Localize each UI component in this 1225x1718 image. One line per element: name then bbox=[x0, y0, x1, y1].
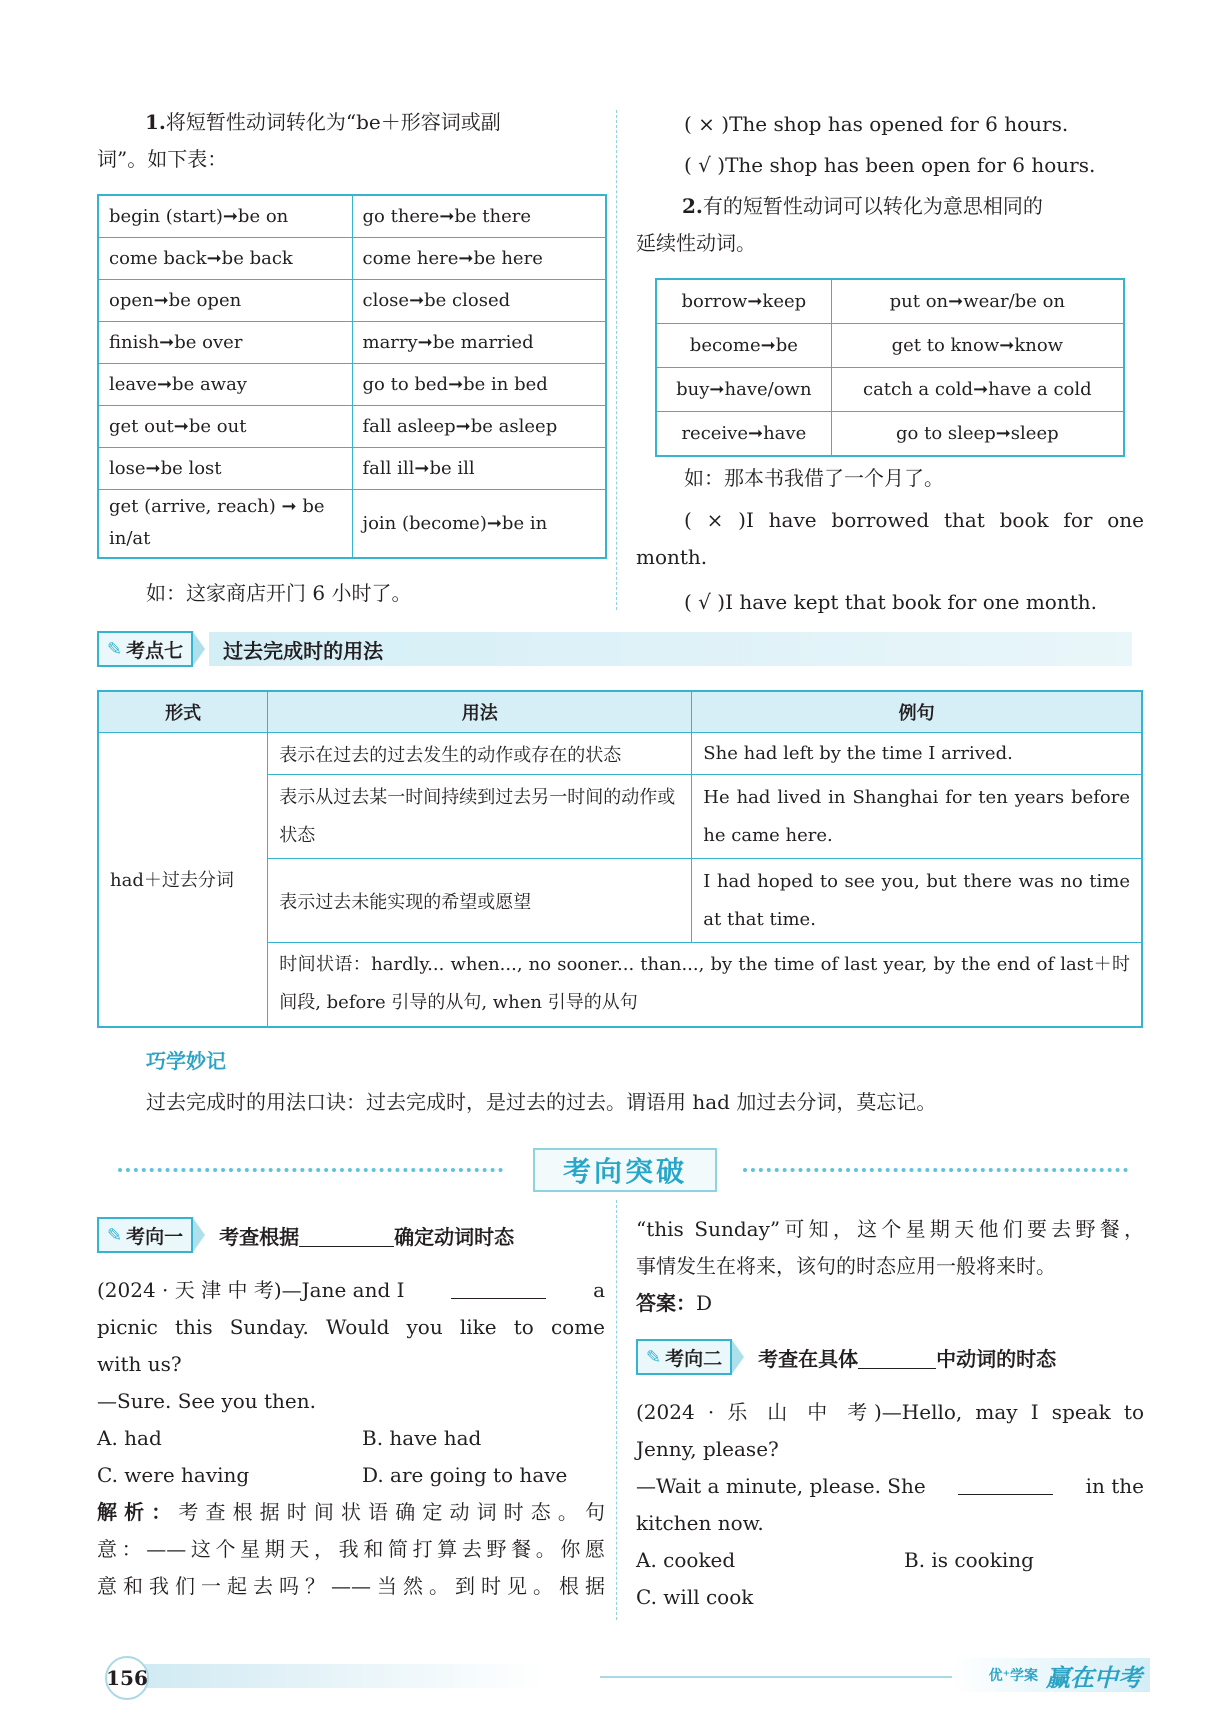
section7-tag: ✎ 考点七 bbox=[97, 631, 193, 667]
banner-dots-right bbox=[743, 1168, 1128, 1172]
banner-title: 考向突破 bbox=[562, 1155, 687, 1188]
header-usage: 用法 bbox=[268, 691, 692, 733]
column-divider-top bbox=[616, 110, 617, 610]
table-cell: get (arrive, reach) ➞ be in/at bbox=[98, 490, 352, 558]
table-cell: put on➞wear/be on bbox=[831, 279, 1124, 324]
table-cell: buy➞have/own bbox=[656, 368, 831, 412]
example-right-1: ( √ )The shop has been open for 6 hours. bbox=[684, 153, 1096, 177]
page-number: 156 bbox=[106, 1666, 148, 1690]
usage-cell: 表示过去未能实现的希望或愿望 bbox=[268, 859, 692, 943]
table-cell: begin (start)➞be on bbox=[98, 195, 352, 238]
direction1-header bbox=[97, 1217, 514, 1253]
table-row bbox=[656, 368, 1124, 412]
note-icon: ✎ bbox=[107, 638, 123, 660]
table-cell: receive➞have bbox=[656, 412, 831, 457]
direction2-question: (2024 · 乐 山 中 考)—Hello, may I speak to Jenny, please? —Wait a minute, please. She in the kitchen now. A. cooked B. is cooking C. will cook bbox=[636, 1394, 1144, 1616]
pen-icon: ✎ bbox=[646, 1346, 662, 1368]
table-row bbox=[98, 406, 606, 448]
usage-cell: 表示从过去某一时间持续到过去另一时间的动作或状态 bbox=[268, 775, 692, 859]
table-cell: close➞be closed bbox=[352, 280, 606, 322]
option-b: B. is cooking bbox=[904, 1548, 1034, 1572]
footer-swoosh bbox=[600, 1676, 1010, 1678]
table-row bbox=[98, 322, 606, 364]
footer-bar bbox=[100, 1656, 1150, 1696]
header-example: 例句 bbox=[692, 691, 1142, 733]
blank-line bbox=[858, 1346, 936, 1369]
option-c: C. were having bbox=[97, 1463, 250, 1487]
option-a: A. had bbox=[97, 1426, 162, 1450]
table-cell: get out➞be out bbox=[98, 406, 352, 448]
table-row bbox=[98, 364, 606, 406]
direction2-title-a: 考查在具体 bbox=[758, 1346, 859, 1371]
direction2-title-b: 中动词的时态 bbox=[936, 1346, 1057, 1371]
column-divider-bottom bbox=[616, 1200, 617, 1620]
answer-blank bbox=[451, 1272, 546, 1299]
table-cell: open➞be open bbox=[98, 280, 352, 322]
tag-arrow bbox=[193, 632, 205, 666]
section7-title-bar bbox=[209, 632, 1132, 666]
direction1-question: (2024 · 天 津 中 考)—Jane and I a picnic this Sunday. Would you like to come with us? —Sure. See you then. A. had B. have had C. were having D. are going to have 解析：考查根据时间状语确定动词时态。句 意：——这个星期天，我和简打算去野餐。你愿 意和我们一起去吗？——当然。到时见。根据 bbox=[97, 1272, 605, 1605]
time-adverbials-cell: 时间状语：hardly... when..., no sooner... than..., by the time of last year, by the end of last＋时间段, before 引导的从句, when 引导的从句 bbox=[268, 943, 1142, 1027]
item2-heading: 2.有的短暂性动词可以转化为意思相同的 延续性动词。 bbox=[636, 194, 1043, 255]
answer-value: D bbox=[696, 1291, 713, 1315]
table-row bbox=[656, 279, 1124, 324]
direction1-title-b: 确定动词时态 bbox=[394, 1224, 515, 1249]
option-a: A. cooked bbox=[636, 1548, 736, 1572]
table-cell: come here➞be here bbox=[352, 238, 606, 280]
example-cn-left: 如：这家商店开门 6 小时了。 bbox=[146, 581, 412, 605]
table-cell: get to know➞know bbox=[831, 324, 1124, 368]
verb-conversion-table-2 bbox=[655, 278, 1125, 457]
example-cell: He had lived in Shanghai for ten years before he came here. bbox=[692, 775, 1142, 859]
answer-label: 答案： bbox=[636, 1291, 696, 1315]
item1-heading: 1.将短暂性动词转化为“be＋形容词或副 词”。如下表： bbox=[97, 110, 501, 171]
brand-small: 优⁺学案 bbox=[988, 1668, 1038, 1684]
direction1-tag: ✎ 考向一 bbox=[97, 1217, 193, 1253]
table-cell: fall asleep➞be asleep bbox=[352, 406, 606, 448]
table-cell: borrow➞keep bbox=[656, 279, 831, 324]
section7-title: 过去完成时的用法 bbox=[223, 638, 384, 663]
banner-dots-left bbox=[118, 1168, 503, 1172]
pen-icon: ✎ bbox=[107, 1224, 123, 1246]
table-row bbox=[98, 490, 606, 558]
header-form: 形式 bbox=[98, 691, 268, 733]
option-b: B. have had bbox=[362, 1426, 482, 1450]
example-right-2: ( √ )I have kept that book for one month. bbox=[684, 590, 1098, 614]
analysis-label: 解析： bbox=[97, 1500, 179, 1524]
tag-arrow bbox=[732, 1340, 744, 1374]
table-cell: go to bed➞be in bed bbox=[352, 364, 606, 406]
table-cell: marry➞be married bbox=[352, 322, 606, 364]
breakthrough-banner bbox=[118, 1146, 1128, 1192]
table-cell: leave➞be away bbox=[98, 364, 352, 406]
example-wrong-2: ( × )I have borrowed that book for one month. bbox=[636, 508, 1144, 569]
table-row bbox=[656, 412, 1124, 457]
option-d: D. are going to have bbox=[362, 1463, 568, 1487]
table-row bbox=[98, 195, 606, 238]
tag-arrow bbox=[193, 1218, 205, 1252]
direction2-tag: ✎ 考向二 bbox=[636, 1339, 732, 1375]
banner-label-box bbox=[533, 1148, 717, 1192]
verb-conversion-table-1 bbox=[97, 194, 607, 559]
section7-header bbox=[97, 632, 1132, 666]
example-cell: I had hoped to see you, but there was no time at that time. bbox=[692, 859, 1142, 943]
mnemonic-title: 巧学妙记 bbox=[146, 1049, 226, 1073]
table-cell: catch a cold➞have a cold bbox=[831, 368, 1124, 412]
brand-logo: 赢在中考 bbox=[1046, 1662, 1142, 1692]
table-cell: fall ill➞be ill bbox=[352, 448, 606, 490]
example-cn-right: 如：那本书我借了一个月了。 bbox=[684, 466, 944, 490]
brand-box bbox=[952, 1658, 1150, 1692]
table-cell: go there➞be there bbox=[352, 195, 606, 238]
table-row bbox=[656, 324, 1124, 368]
answer-blank bbox=[958, 1468, 1053, 1495]
usage-cell: 表示在过去的过去发生的动作或存在的状态 bbox=[268, 733, 692, 775]
table-row bbox=[98, 238, 606, 280]
mnemonic-text: 过去完成时的用法口诀：过去完成时，是过去的过去。谓语用 had 加过去分词，莫忘记。 bbox=[146, 1090, 937, 1114]
table-cell: go to sleep➞sleep bbox=[831, 412, 1124, 457]
direction1-title-a: 考查根据 bbox=[219, 1224, 300, 1249]
blank-line bbox=[299, 1224, 394, 1247]
footer-gradient bbox=[125, 1664, 545, 1688]
table-cell: lose➞be lost bbox=[98, 448, 352, 490]
form-cell: had＋过去分词 bbox=[98, 733, 268, 1027]
page-number-circle bbox=[105, 1656, 149, 1700]
direction2-header bbox=[636, 1339, 1056, 1375]
table-row bbox=[98, 448, 606, 490]
table-cell: become➞be bbox=[656, 324, 831, 368]
table-cell: come back➞be back bbox=[98, 238, 352, 280]
example-wrong-1: ( × )The shop has opened for 6 hours. bbox=[684, 112, 1069, 136]
example-cell: She had left by the time I arrived. bbox=[692, 733, 1142, 775]
table-cell: join (become)➞be in bbox=[352, 490, 606, 558]
table-cell: finish➞be over bbox=[98, 322, 352, 364]
usage-table bbox=[97, 690, 1143, 1028]
option-c: C. will cook bbox=[636, 1585, 754, 1609]
table-row bbox=[98, 280, 606, 322]
direction1-analysis-cont: “this Sunday”可知，这个星期天他们要去野餐， 事情发生在将来，该句的时态应用一般将来时。 答案：D bbox=[636, 1217, 1144, 1315]
